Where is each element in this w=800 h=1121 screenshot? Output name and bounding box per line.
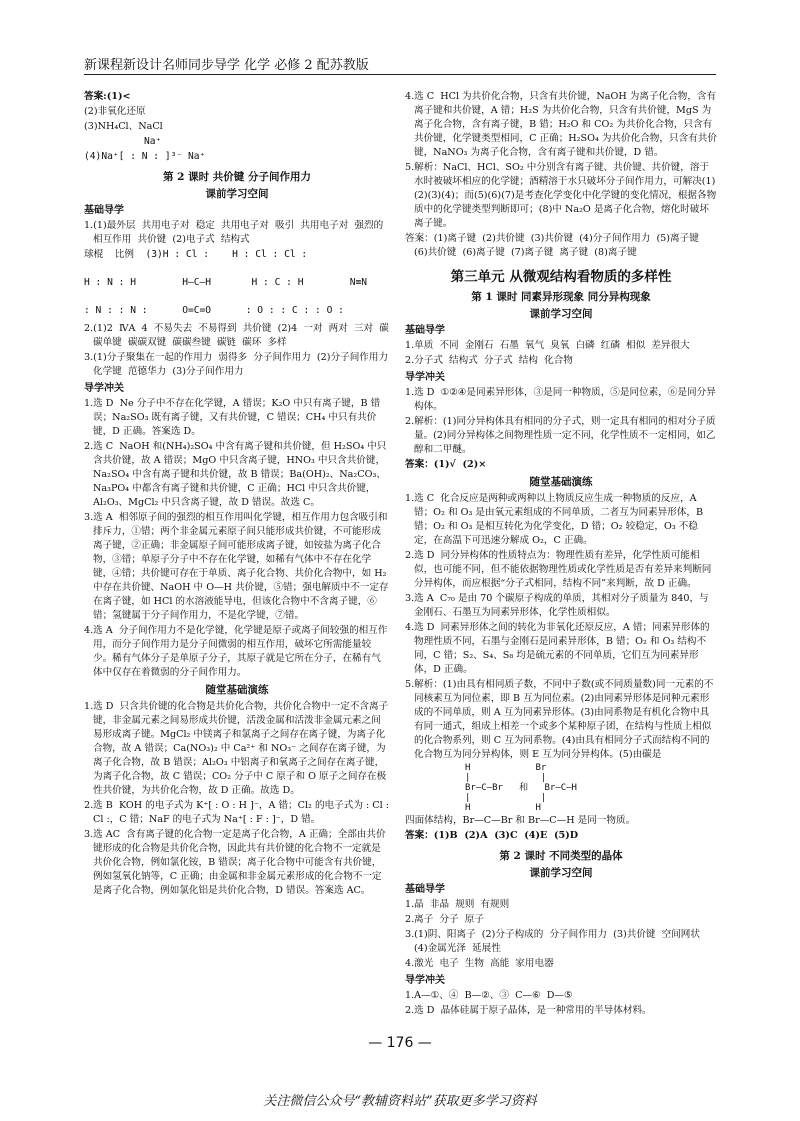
lesson-title: 第 1 课时 同素异形现象 同分异构现象 (471, 291, 651, 303)
paragraph: 1.选 D 只含共价键的化合物是共价化合物，共价化合物中一定不含离子键，非金属元素之间易形成共价键，活泼金属和活泼非金属元素之间易形成离子键。MgCl₂ 中镁离子和氯离子之间存在离子键，为离子化合物，故 A 错误；Ca(NO₃)₂ 中 Ca²⁺ 和 NO₃⁻ 之间存在离子键，为离子化合物，故 B 错误；Al₂O₃ 中铝离子和氧离子之间存在离子键，为离子化合物，故 C 错误；CO₂ 分子中 C 原子和 O 原子之间存在极性共价键，为共价化合物，故 D 正确。故选 D。 (84, 701, 389, 796)
paragraph: 5.解析：(1)由具有相同质子数，不同中子数(或不同质量数)同一元素的不同核素互为同位素，即 B 互为同位素。(2)由同素异形体是同种元素形成的不同单质，则 A 互为同素异形体。(3)由同系物是有机化合物中具有同一通式，组成上相差一个或多个某种原子团，在结构与性质上相似的化合物系列，则 C 互为同系物。(4)由具有相同分子式而结构不同的化合物互为同分异构体，则 E 互为同分异构体。(5)由碳是 (405, 679, 714, 760)
paragraph: 1.选 D ①②④是同素异形体，③是同一种物质，⑤是同位素，⑥是同分异构体。 (405, 387, 716, 412)
running-header: 新课程新设计名师同步导学 化学 必修 2 配苏教版 (84, 58, 369, 73)
paragraph: 1.(1)最外层 共用电子对 稳定 共用电子对 吸引 共用电子对 强烈的相互作用 共价键 (2)电子式 结构式 (84, 220, 384, 245)
left-column (84, 90, 395, 899)
paragraph: 4.选 A 分子间作用力不是化学键，化学键是原子或离子间较强的相互作用，而分子间作用力是分子间微弱的相互作用，破坏它所需能量较少。稀有气体分子是单原子分子，其原子就是它所在分子，在稀有气体中仅存在着微弱的分子间作用力。 (84, 625, 388, 678)
section-title: 课前学习空间 (529, 867, 593, 879)
header-rule (84, 74, 716, 75)
paragraph: 2.解析：(1)同分异构体具有相同的分子式，则一定具有相同的相对分子质量。(2)同分异构体之间物理性质一定不同，化学性质不一定相同，如乙醇和二甲醚。 (405, 416, 716, 455)
paragraph: 1.选 C 化合反应是两种或两种以上物质反应生成一种物质的反应，A 错；O₂ 和 O₃ 是由氧元素组成的不同单质，二者互为同素异形体，B 错；O₂ 和 O₃ 是相互转化为化学变化，D 错；O₂ 较稳定，O₃ 不稳定，在高温下可迅速分解成 O₂，C 正确。 (405, 493, 707, 546)
subsection-heading: 基础导学 (405, 884, 445, 895)
subsection-heading: 导学冲关 (84, 383, 124, 394)
paragraph: 1.选 D Ne 分子中不存在化学键，A 错误；K₂O 中只有离子键，B 错误；Na₂SO₃ 既有离子键，又有共价键，C 错误；CH₄ 中只有共价键，D 正确。答案选 D。 (84, 398, 381, 437)
paragraph: 2.分子式 结构式 分子式 结构 化合物 (405, 355, 573, 366)
structural-formula: H Br | | Br—C—Br 和 Br—C—H | | H H (465, 763, 577, 813)
answer-line: (4)Na⁺[ : N : ]³⁻ Na⁺ (84, 151, 206, 162)
paragraph: 2.选 D 晶体硅属于原子晶体，是一种常用的半导体材料。 (405, 1005, 652, 1016)
structure-line: : N : : N : O=C=O : O : : C : : O : (84, 305, 344, 316)
structure-line: 球棍 比例 (3)H : Cl : H : Cl : Cl : (84, 249, 308, 260)
answer-line: (3)NH₄Cl、NaCl (84, 121, 163, 132)
paragraph: 1.单质 不同 金刚石 石墨 氧气 臭氧 白磷 红磷 相似 差异很大 (405, 340, 690, 351)
paragraph: 3.选 AC 含有离子键的化合物一定是离子化合物，A 正确；全部由共价键形成的化合物是共价化合物，因此共有共价键的化合物不一定就是共价化合物，例如氯化铵，B 错误；离子化合物中可能含有共价键，例如氢氧化钠等，C 正确；由金属和非金属元素形成的化合物不一定是离子化合物，例如氯化铝是共价化合物，D 错误。答案选 AC。 (84, 829, 386, 896)
subsection-heading: 导学冲关 (405, 372, 445, 383)
section-title: 随堂基础演练 (205, 684, 269, 696)
paragraph: 3.选 A 相邻原子间的强烈的相互作用叫化学键，相互作用力包含吸引和排斥力，①错；两个非金属元素原子间只能形成共价键，不可能形成离子键，②正确；非金属原子间可能形成离子键，如铵盐为离子化合物，③错；单原子分子中不存在化学键，如稀有气体中不存在化学键，④错；共价键可存在于单质、离子化合物、共价化合物中，如 H₂ 中存在共价键、NaOH 中 O—H 共价键，⑤错；强电解质中不一定存在离子键，如 HCl 的水溶液能导电，但该化合物中不含离子键，⑥错；氢键属于分子间作用力，不是化学键，⑦错。 (84, 512, 390, 621)
paragraph: 1.晶 非晶 规则 有规则 (405, 899, 510, 910)
footer-note: 关注微信公众号“教辅资料站”获取更多学习资料 (263, 1094, 537, 1109)
structure-line: H : N : H H—C—H H : C : H N≡N (84, 277, 368, 288)
answer-line: Na⁺ (144, 136, 162, 147)
answer-line: 答案:(1)< (84, 91, 131, 102)
right-column (405, 90, 717, 1019)
section-title: 课前学习空间 (529, 308, 593, 320)
section-title: 课前学习空间 (205, 188, 269, 200)
paragraph: 4.选 D 同素异形体之间的转化为非氧化还原反应，A 错；同素异形体的物理性质不同，石墨与金刚石是同素异形体，B 错；O₂ 和 O₃ 结构不同，C 错；S₂、S₄、S₈ 均是硫元素的不同单质，它们互为同素异形体，D 正确。 (405, 622, 710, 675)
section-title: 随堂基础演练 (529, 476, 593, 488)
lesson-title: 第 2 课时 不同类型的晶体 (499, 850, 623, 862)
paragraph: 2.选 C NaOH 和(NH₄)₂SO₄ 中含有离子键和共价键，但 H₂SO₄ 中只含共价键，故 A 错误；MgO 中只含离子键，HNO₃ 中只含共价键，Na₂SO₄ 中含有离子键和共价键，故 B 错误；Ba(OH)₂、Na₂CO₃、Na₃PO₄ 中都含有离子键和共价键，C 正确；HCl 中只含共价键，Al₂O₃、MgCl₂ 中只含离子键，故 D 错误。故选 C。 (84, 441, 387, 508)
answer-line: 答案：(1)B (2)A (3)C (4)E (5)D (405, 830, 579, 841)
paragraph: 4.选 C HCl 为共价化合物，只含有共价键，NaOH 为离子化合物，含有离子键和共价键，A 错；H₂S 为共价化合物，只含有共价键，MgS 为离子化合物，含有离子键，B 错；H₂O 和 CO₂ 为共价化合物，只含有共价键，化学键类型相同，C 正确；H₂SO₄ 为共价化合物，只含有共价键，NaNO₃ 为离子化合物，含有离子键和共价键，D 错。 (405, 91, 717, 158)
page-number: — 176 — (368, 1035, 432, 1051)
paragraph: 4.激光 电子 生物 高能 家用电器 (405, 958, 554, 969)
paragraph: 2.选 D 同分异构体的性质特点为：物理性质有差异，化学性质可能相似，也可能不同，但不能依据物理性质或化学性质是否有差异来判断同分异构体，而应根据“分子式相同，结构不同”来判断，故 D 正确。 (405, 550, 712, 589)
subsection-heading: 基础导学 (405, 325, 445, 336)
paragraph: 3.选 A C₇₀ 是由 70 个碳原子构成的单质，其相对分子质量为 840，与金刚石、石墨互为同素异形体，化学性质相似。 (405, 593, 709, 618)
subsection-heading: 导学冲关 (405, 975, 445, 986)
subsection-heading: 基础导学 (84, 205, 124, 216)
paragraph: 四面体结构，Br—C—Br 和 Br—C—H 是同一物质。 (405, 815, 636, 826)
answer-line: 答案：(1)离子键 (2)共价键 (3)共价键 (4)分子间作用力 (5)离子键 (6)共价键 (6)离子键 (7)离子键 离子键 (8)离子键 (405, 233, 705, 258)
answer-line: 答案：(1)√ (2)× (405, 459, 487, 470)
paragraph: 2.(1)2 ⅣA 4 不易失去 不易得到 共价键 (2)4 一对 两对 三对 碳碳单键 碳碳双键 碳碳叁键 碳链 碳环 多样 (84, 323, 389, 348)
paragraph: 3.(1)阴、阳离子 (2)分子构成的 分子间作用力 (3)共价键 空间网状 (4)金属光泽 延展性 (405, 929, 707, 954)
paragraph: 2.选 B KOH 的电子式为 K⁺[ : O : H ]⁻，A 错；Cl₂ 的电子式为 : Cl : Cl :，C 错；NaF 的电子式为 Na⁺[ : F : ]⁻，D 错。 (84, 800, 392, 825)
answer-line: (2)非氧化还原 (84, 106, 146, 117)
paragraph: 2.离子 分子 原子 (405, 914, 484, 925)
lesson-title: 第 2 课时 共价键 分子间作用力 (163, 171, 311, 183)
paragraph: 3.(1)分子聚集在一起的作用力 弱得多 分子间作用力 (2)分子间作用力 化学键 范德华力 (3)分子间作用力 (84, 352, 395, 377)
paragraph: 5.解析：NaCl、HCl、SO₂ 中分别含有离子键、共价键、共价键，溶于水时被破坏相应的化学键；酒精溶于水只破坏分子间作用力，可解决(1)(2)(3)(4)；而(5)(6)(7)是考查化学变化中化学键的变化情况，根据各物质中的化学键类型判断即可；(8)中 Na₂O 是离子化合物，熔化时破坏离子键。 (405, 162, 717, 229)
paragraph: 1.A—①、④ B—②、③ C—⑥ D—⑤ (405, 990, 573, 1001)
unit-title: 第三单元 从微观结构看物质的多样性 (450, 269, 672, 285)
